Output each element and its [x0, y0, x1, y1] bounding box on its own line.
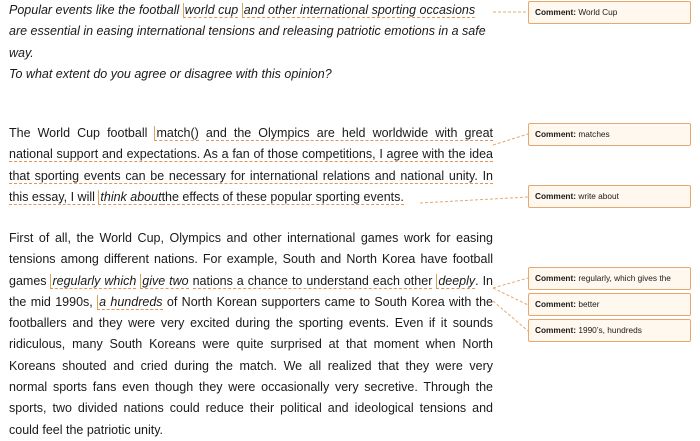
comment-balloon-2[interactable]: Comment: matches: [528, 123, 691, 146]
comment-balloon-3[interactable]: Comment: write about: [528, 185, 691, 208]
connector-6: [493, 301, 528, 331]
comment-anchor-hundreds[interactable]: a hundreds: [99, 294, 163, 309]
paragraph-body-1: First of all, the World Cup, Olympics and other international games work for easing tensions among different nations. For example, South and North Korea have football games regularly which give two nations a chance to understand each other deeply. In the mid 1990s, a hundreds of North Korean supporters came to South Korea with the footballers and they were very excited during the sporting events. Even if it sounds ridiculous, many South Koreans were quite surprised at that moment when North Koreans shouted and cried during the match. We all realized that they were very normal sports fans even though they were occasionally very secretive. Through the sports, two divided nations could reduce their political and ideological tensions and could feel the patriotic unity.: [9, 231, 494, 437]
comment-balloon-6[interactable]: Comment: 1990’s, hundreds: [528, 319, 691, 342]
connector-5: [493, 288, 528, 305]
comment-anchor-better[interactable]: deeply: [438, 273, 476, 288]
comment-anchor-write-about[interactable]: think about: [100, 189, 162, 204]
essay-prompt: Popular events like the football world cup and other international sporting occasions are essential in easing international tensions and releasing patriotic emotions in a safe way. To what extent do you agree or disagree with this opinion?: [9, 3, 486, 81]
comment-anchor-matches[interactable]: match(): [156, 126, 199, 140]
comment-balloon-4[interactable]: Comment: regularly, which gives the: [528, 267, 691, 290]
comment-anchor-regularly[interactable]: regularly which: [52, 273, 137, 288]
comment-balloon-1[interactable]: Comment: World Cup: [528, 1, 691, 24]
connector-4: [493, 278, 528, 288]
comment-balloon-5[interactable]: Comment: better: [528, 293, 691, 316]
connector-2: [493, 134, 528, 145]
comment-anchor-world-cup[interactable]: world cup: [184, 3, 239, 17]
paragraph-intro: The World Cup football match() and the Olympics are held worldwide with great national support and expectations. As a fan of those competitions, I agree with the idea that sporting events can be necessary for international relations and national unity. In this essay, I will think aboutthe effects of these popular sporting events.: [9, 126, 493, 204]
